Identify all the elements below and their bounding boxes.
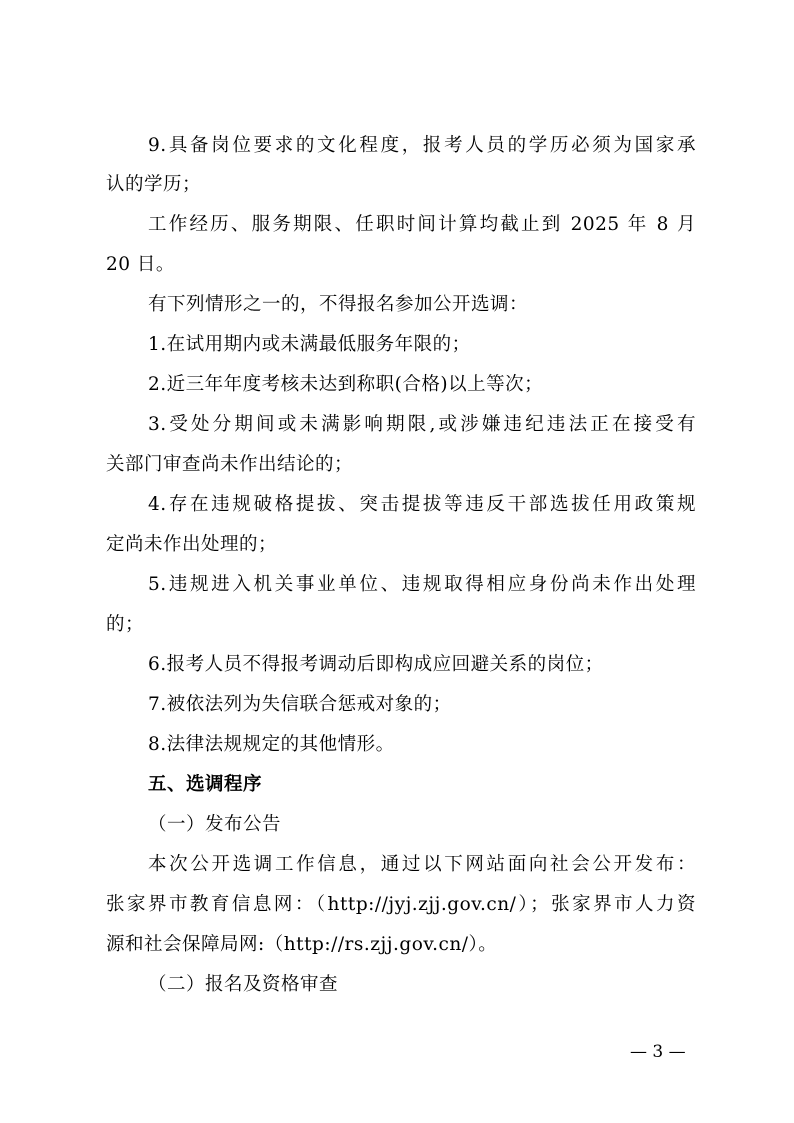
subsection-heading-registration: （二）报名及资格审查 (148, 974, 339, 995)
exclusion-item-8: 8.法律法规规定的其他情形。 (148, 734, 395, 755)
exclusion-item-7: 7.被依法列为失信联合惩戒对象的； (148, 694, 452, 715)
exclusion-item-3-line-1: 3.受处分期间或未满影响期限,或涉嫌违纪违法正在接受有 (148, 414, 696, 435)
announcement-paragraph-line-2: 张家界市教育信息网：（http://jyj.zjj.gov.cn/）；张家界市人力资 (106, 894, 696, 915)
page-number: — 3 — (630, 1042, 686, 1062)
section-heading-procedure: 五、选调程序 (148, 774, 263, 795)
exclusion-item-6: 6.报考人员不得报考调动后即构成应回避关系的岗位； (148, 654, 604, 675)
exclusion-item-5-line-2: 的； (106, 614, 145, 635)
exclusion-item-5-line-1: 5.违规进入机关事业单位、违规取得相应身份尚未作出处理 (148, 574, 696, 595)
exclusion-intro: 有下列情形之一的，不得报名参加公开选调： (148, 294, 529, 315)
announcement-paragraph-line-3: 源和社会保障局网:（http://rs.zjj.gov.cn/）。 (106, 934, 498, 955)
announcement-paragraph-line-1: 本次公开选调工作信息，通过以下网站面向社会公开发布： (148, 854, 696, 875)
exclusion-item-1: 1.在试用期内或未满最低服务年限的； (148, 334, 471, 355)
exclusion-item-3-line-2: 关部门审查尚未作出结论的； (106, 454, 354, 475)
subsection-heading-announcement: （一）发布公告 (148, 814, 282, 835)
exclusion-item-2: 2.近三年年度考核未达到称职(合格)以上等次； (148, 374, 544, 395)
exclusion-item-4-line-1: 4.存在违规破格提拔、突击提拔等违反干部选拔任用政策规 (148, 494, 696, 515)
deadline-line-1: 工作经历、服务期限、任职时间计算均截止到 2025 年 8 月 (148, 214, 696, 235)
exclusion-item-4-line-2: 定尚未作出处理的； (106, 534, 278, 555)
criterion-9-line-2: 认的学历； (106, 174, 202, 195)
deadline-line-2: 20 日。 (106, 254, 175, 275)
criterion-9-line-1: 9.具备岗位要求的文化程度，报考人员的学历必须为国家承 (148, 135, 696, 156)
